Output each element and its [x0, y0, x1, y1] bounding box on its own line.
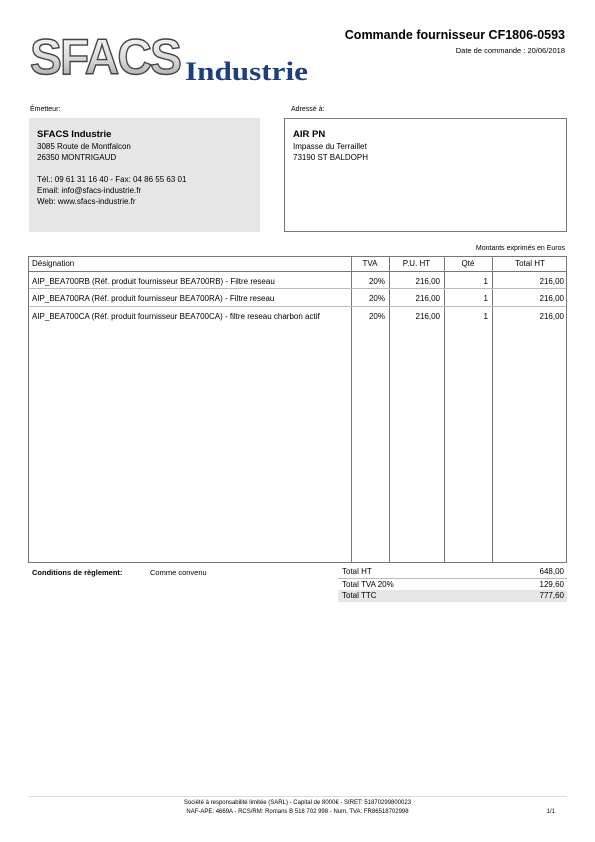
sender-name: SFACS Industrie — [37, 129, 112, 140]
col-total-header: Total HT — [515, 259, 545, 268]
payment-conditions-value: Comme convenu — [150, 568, 207, 577]
row-tva: 20% — [368, 312, 385, 321]
footer-legal-line: NAF-APE: 4669A - RCS/RM: Romans B 518 702 998 - Num. TVA: FR86518702998 — [186, 809, 409, 815]
total-ht-row — [338, 566, 567, 578]
page-number: 1/1 — [546, 809, 555, 815]
total-ht-value: 648,00 — [539, 567, 564, 576]
col-tva-header: TVA — [362, 259, 378, 268]
sender-label: Émetteur: — [30, 106, 61, 113]
currency-note: Montants exprimés en Euros — [475, 245, 565, 252]
row-qty: 1 — [483, 294, 488, 303]
col-qty-header: Qté — [461, 259, 475, 268]
svg-text:SFACS: SFACS — [30, 29, 181, 85]
svg-text:Industrie: Industrie — [185, 57, 308, 86]
row-designation: AIP_BEA700CA (Réf. produit fournisseur BEA700CA) - filtre reseau charbon actif — [32, 312, 320, 321]
footer-legal-line: Société à responsabilité limitée (SARL) - Capital de 8000€ - SIRET: 51870299800023 — [183, 800, 412, 806]
row-designation: AIP_BEA700RB (Réf. produit fournisseur BEA700RB) - Filtre reseau — [32, 277, 275, 286]
row-total: 216,00 — [539, 277, 564, 286]
company-logo — [28, 28, 328, 92]
row-tva: 20% — [368, 277, 385, 286]
sender-box — [29, 118, 260, 232]
footer-divider — [28, 796, 567, 797]
total-tva-row — [338, 578, 567, 590]
sender-address-line: 3085 Route de Montfalcon — [37, 142, 131, 151]
recipient-address-line: 73190 ST BALDOPH — [293, 153, 369, 162]
total-ttc-value: 777,60 — [539, 591, 564, 600]
row-pu: 216,00 — [415, 312, 440, 321]
order-title: Commande fournisseur CF1806-0593 — [344, 28, 565, 42]
sender-web: Web: www.sfacs-industrie.fr — [37, 197, 136, 206]
total-tva-label: Total TVA 20% — [342, 580, 394, 589]
total-ht-label: Total HT — [342, 567, 372, 576]
order-date: Date de commande : 20/06/2018 — [455, 46, 565, 55]
col-designation-header: Désignation — [32, 259, 75, 268]
recipient-label: Adressé à: — [291, 106, 325, 113]
recipient-name: AIR PN — [293, 129, 326, 140]
row-qty: 1 — [483, 277, 488, 286]
col-pu-header: P.U. HT — [402, 259, 431, 268]
sender-email: Email: info@sfacs-industrie.fr — [37, 186, 142, 195]
total-tva-value: 129,60 — [539, 580, 564, 589]
items-table — [28, 256, 567, 563]
row-total: 216,00 — [539, 312, 564, 321]
row-tva: 20% — [368, 294, 385, 303]
total-ttc-row — [338, 590, 567, 602]
row-pu: 216,00 — [415, 294, 440, 303]
row-qty: 1 — [483, 312, 488, 321]
total-ttc-label: Total TTC — [342, 591, 377, 600]
sender-phone: Tél.: 09 61 31 16 40 - Fax: 04 86 55 63 01 — [37, 175, 187, 184]
row-pu: 216,00 — [415, 277, 440, 286]
payment-conditions-label: Conditions de règlement: — [32, 568, 123, 577]
row-designation: AIP_BEA700RA (Réf. produit fournisseur BEA700RA) - Filtre reseau — [32, 294, 275, 303]
recipient-box — [284, 118, 567, 232]
row-total: 216,00 — [539, 294, 564, 303]
sender-address-line: 26350 MONTRIGAUD — [37, 153, 117, 162]
recipient-address-line: Impasse du Terraillet — [293, 142, 367, 151]
